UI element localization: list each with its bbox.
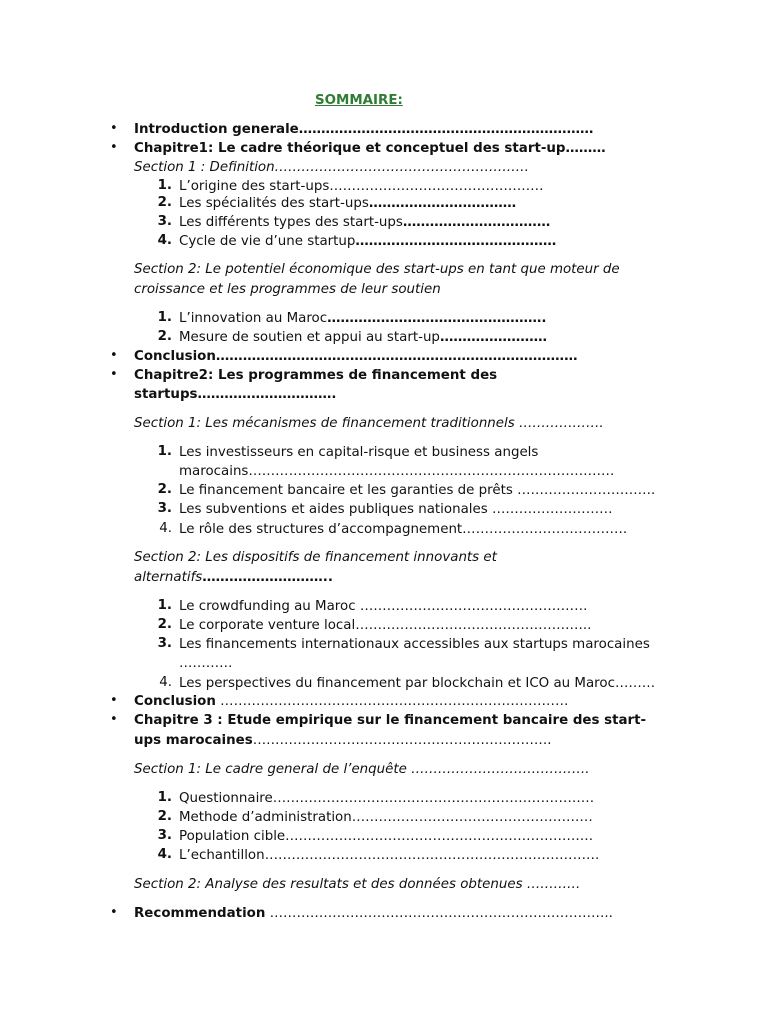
toc-ch1-section-2-cont: croissance et les programmes de leur soutien bbox=[134, 282, 441, 297]
item-number: 3. bbox=[157, 828, 172, 843]
item-number: 2. bbox=[157, 329, 172, 344]
toc-item-cont: ………… bbox=[179, 656, 233, 671]
toc-item: Les perspectives du financement par blockchain et ICO au Maroc……… bbox=[179, 676, 656, 691]
item-number: 1. bbox=[157, 790, 172, 805]
toc-item bbox=[179, 233, 556, 250]
toc-item-text: Les différents types des start-ups bbox=[179, 215, 403, 230]
toc-item: Les investisseurs en capital-risque et business angels bbox=[179, 445, 539, 460]
toc-chapter-2-cont: startups…………………………. bbox=[134, 387, 337, 402]
toc-chapter-text: ups marocaines bbox=[134, 733, 253, 748]
item-number: 4. bbox=[159, 675, 172, 690]
toc-item: L’origine des start-ups………………………………………… bbox=[179, 179, 544, 194]
toc-item: Le financement bancaire et les garanties de prêts …………………………. bbox=[179, 483, 656, 498]
toc-item-text: Mesure de soutien et appui au start-up bbox=[179, 330, 440, 345]
toc-ch3-section-1: Section 1: Le cadre general de l’enquête …………………………………. bbox=[134, 762, 590, 777]
page-title: SOMMAIRE: bbox=[315, 93, 403, 108]
item-number: 3. bbox=[157, 636, 172, 651]
toc-conclusion-text: Conclusion bbox=[134, 694, 216, 709]
item-number: 4. bbox=[157, 847, 172, 862]
toc-recommendation bbox=[134, 905, 613, 922]
toc-item-leader: …………………………… bbox=[368, 196, 517, 211]
toc-item-leader: …………………………… bbox=[402, 215, 551, 230]
toc-ch2-section-2: Section 2: Les dispositifs de financement innovants et bbox=[134, 550, 497, 565]
toc-item: Le corporate venture local…………………………………………….. bbox=[179, 618, 592, 633]
bullet-icon: • bbox=[110, 121, 118, 136]
item-number: 2. bbox=[157, 482, 172, 497]
item-number: 3. bbox=[157, 501, 172, 516]
toc-chapter-3-cont bbox=[134, 732, 552, 749]
toc-ch2-section-2-cont bbox=[134, 569, 333, 586]
toc-item-leader: ……………………………………… bbox=[355, 234, 557, 249]
item-number: 4. bbox=[159, 521, 172, 536]
toc-conclusion-2 bbox=[134, 693, 568, 710]
toc-item-leader: …………………… bbox=[439, 330, 548, 345]
toc-section-text: alternatifs bbox=[134, 570, 203, 585]
toc-chapter-leader: …………………………………………………………. bbox=[252, 733, 552, 748]
toc-item-text: Les spécialités des start-ups bbox=[179, 196, 369, 211]
toc-recommendation-leader: ………………………………………………………………….. bbox=[265, 906, 613, 921]
toc-introduction: Introduction generale………………………………………………………… bbox=[134, 122, 594, 137]
toc-item-text: Cycle de vie d’une startup bbox=[179, 234, 356, 249]
toc-item: L’echantillon………………………………………………………………… bbox=[179, 848, 600, 863]
item-number: 3. bbox=[157, 214, 172, 229]
toc-ch1-section-1: Section 1 : Definition………………………………………………… bbox=[134, 160, 530, 175]
toc-item-leader: …………………………………………. bbox=[327, 311, 547, 326]
toc-item bbox=[179, 214, 550, 231]
toc-item bbox=[179, 329, 547, 346]
toc-ch3-section-2: Section 2: Analyse des resultats et des données obtenues ………… bbox=[134, 877, 581, 892]
toc-item: Les financements internationaux accessibles aux startups marocaines bbox=[179, 637, 650, 652]
toc-item: Les subventions et aides publiques nationales ……………………… bbox=[179, 502, 613, 517]
toc-item-cont: marocains………………………………………………………………………. bbox=[179, 464, 615, 479]
toc-chapter-2: Chapitre2: Les programmes de financement des bbox=[134, 368, 498, 383]
item-number: 2. bbox=[157, 809, 172, 824]
bullet-icon: • bbox=[110, 905, 118, 920]
toc-item-text: L’innovation au Maroc bbox=[179, 311, 328, 326]
toc-chapter-3: Chapitre 3 : Etude empirique sur le financement bancaire des start- bbox=[134, 713, 647, 728]
toc-item: Le crowdfunding au Maroc …………………………………………… bbox=[179, 599, 588, 614]
toc-ch2-section-1: Section 1: Les mécanismes de financement traditionnels ………………. bbox=[134, 416, 604, 431]
toc-item: Le rôle des structures d’accompagnement………………………………. bbox=[179, 522, 628, 537]
bullet-icon: • bbox=[110, 712, 118, 727]
toc-conclusion-leader: …………………………………………………………………… bbox=[215, 694, 569, 709]
item-number: 1. bbox=[157, 444, 172, 459]
toc-item: Population cible…………………………………………………………… bbox=[179, 829, 594, 844]
item-number: 2. bbox=[157, 617, 172, 632]
toc-chapter-1: Chapitre1: Le cadre théorique et conceptuel des start-up……… bbox=[134, 141, 606, 156]
item-number: 1. bbox=[157, 310, 172, 325]
toc-item: Questionnaire……………………………………………………………… bbox=[179, 791, 595, 806]
item-number: 4. bbox=[157, 233, 172, 248]
toc-recommendation-text: Recommendation bbox=[134, 906, 266, 921]
toc-item bbox=[179, 310, 546, 327]
toc-conclusion-1: Conclusion……………………………………………………………………… bbox=[134, 349, 578, 364]
toc-ch1-section-2: Section 2: Le potentiel économique des start-ups en tant que moteur de bbox=[134, 262, 620, 277]
toc-section-leader: ……………………….. bbox=[202, 570, 333, 585]
item-number: 2. bbox=[157, 195, 172, 210]
toc-item: Methode d’administration……………………………………………… bbox=[179, 810, 593, 825]
bullet-icon: • bbox=[110, 140, 118, 155]
bullet-icon: • bbox=[110, 348, 118, 363]
item-number: 1. bbox=[157, 178, 172, 193]
item-number: 1. bbox=[157, 598, 172, 613]
bullet-icon: • bbox=[110, 693, 118, 708]
toc-item bbox=[179, 195, 516, 212]
bullet-icon: • bbox=[110, 367, 118, 382]
